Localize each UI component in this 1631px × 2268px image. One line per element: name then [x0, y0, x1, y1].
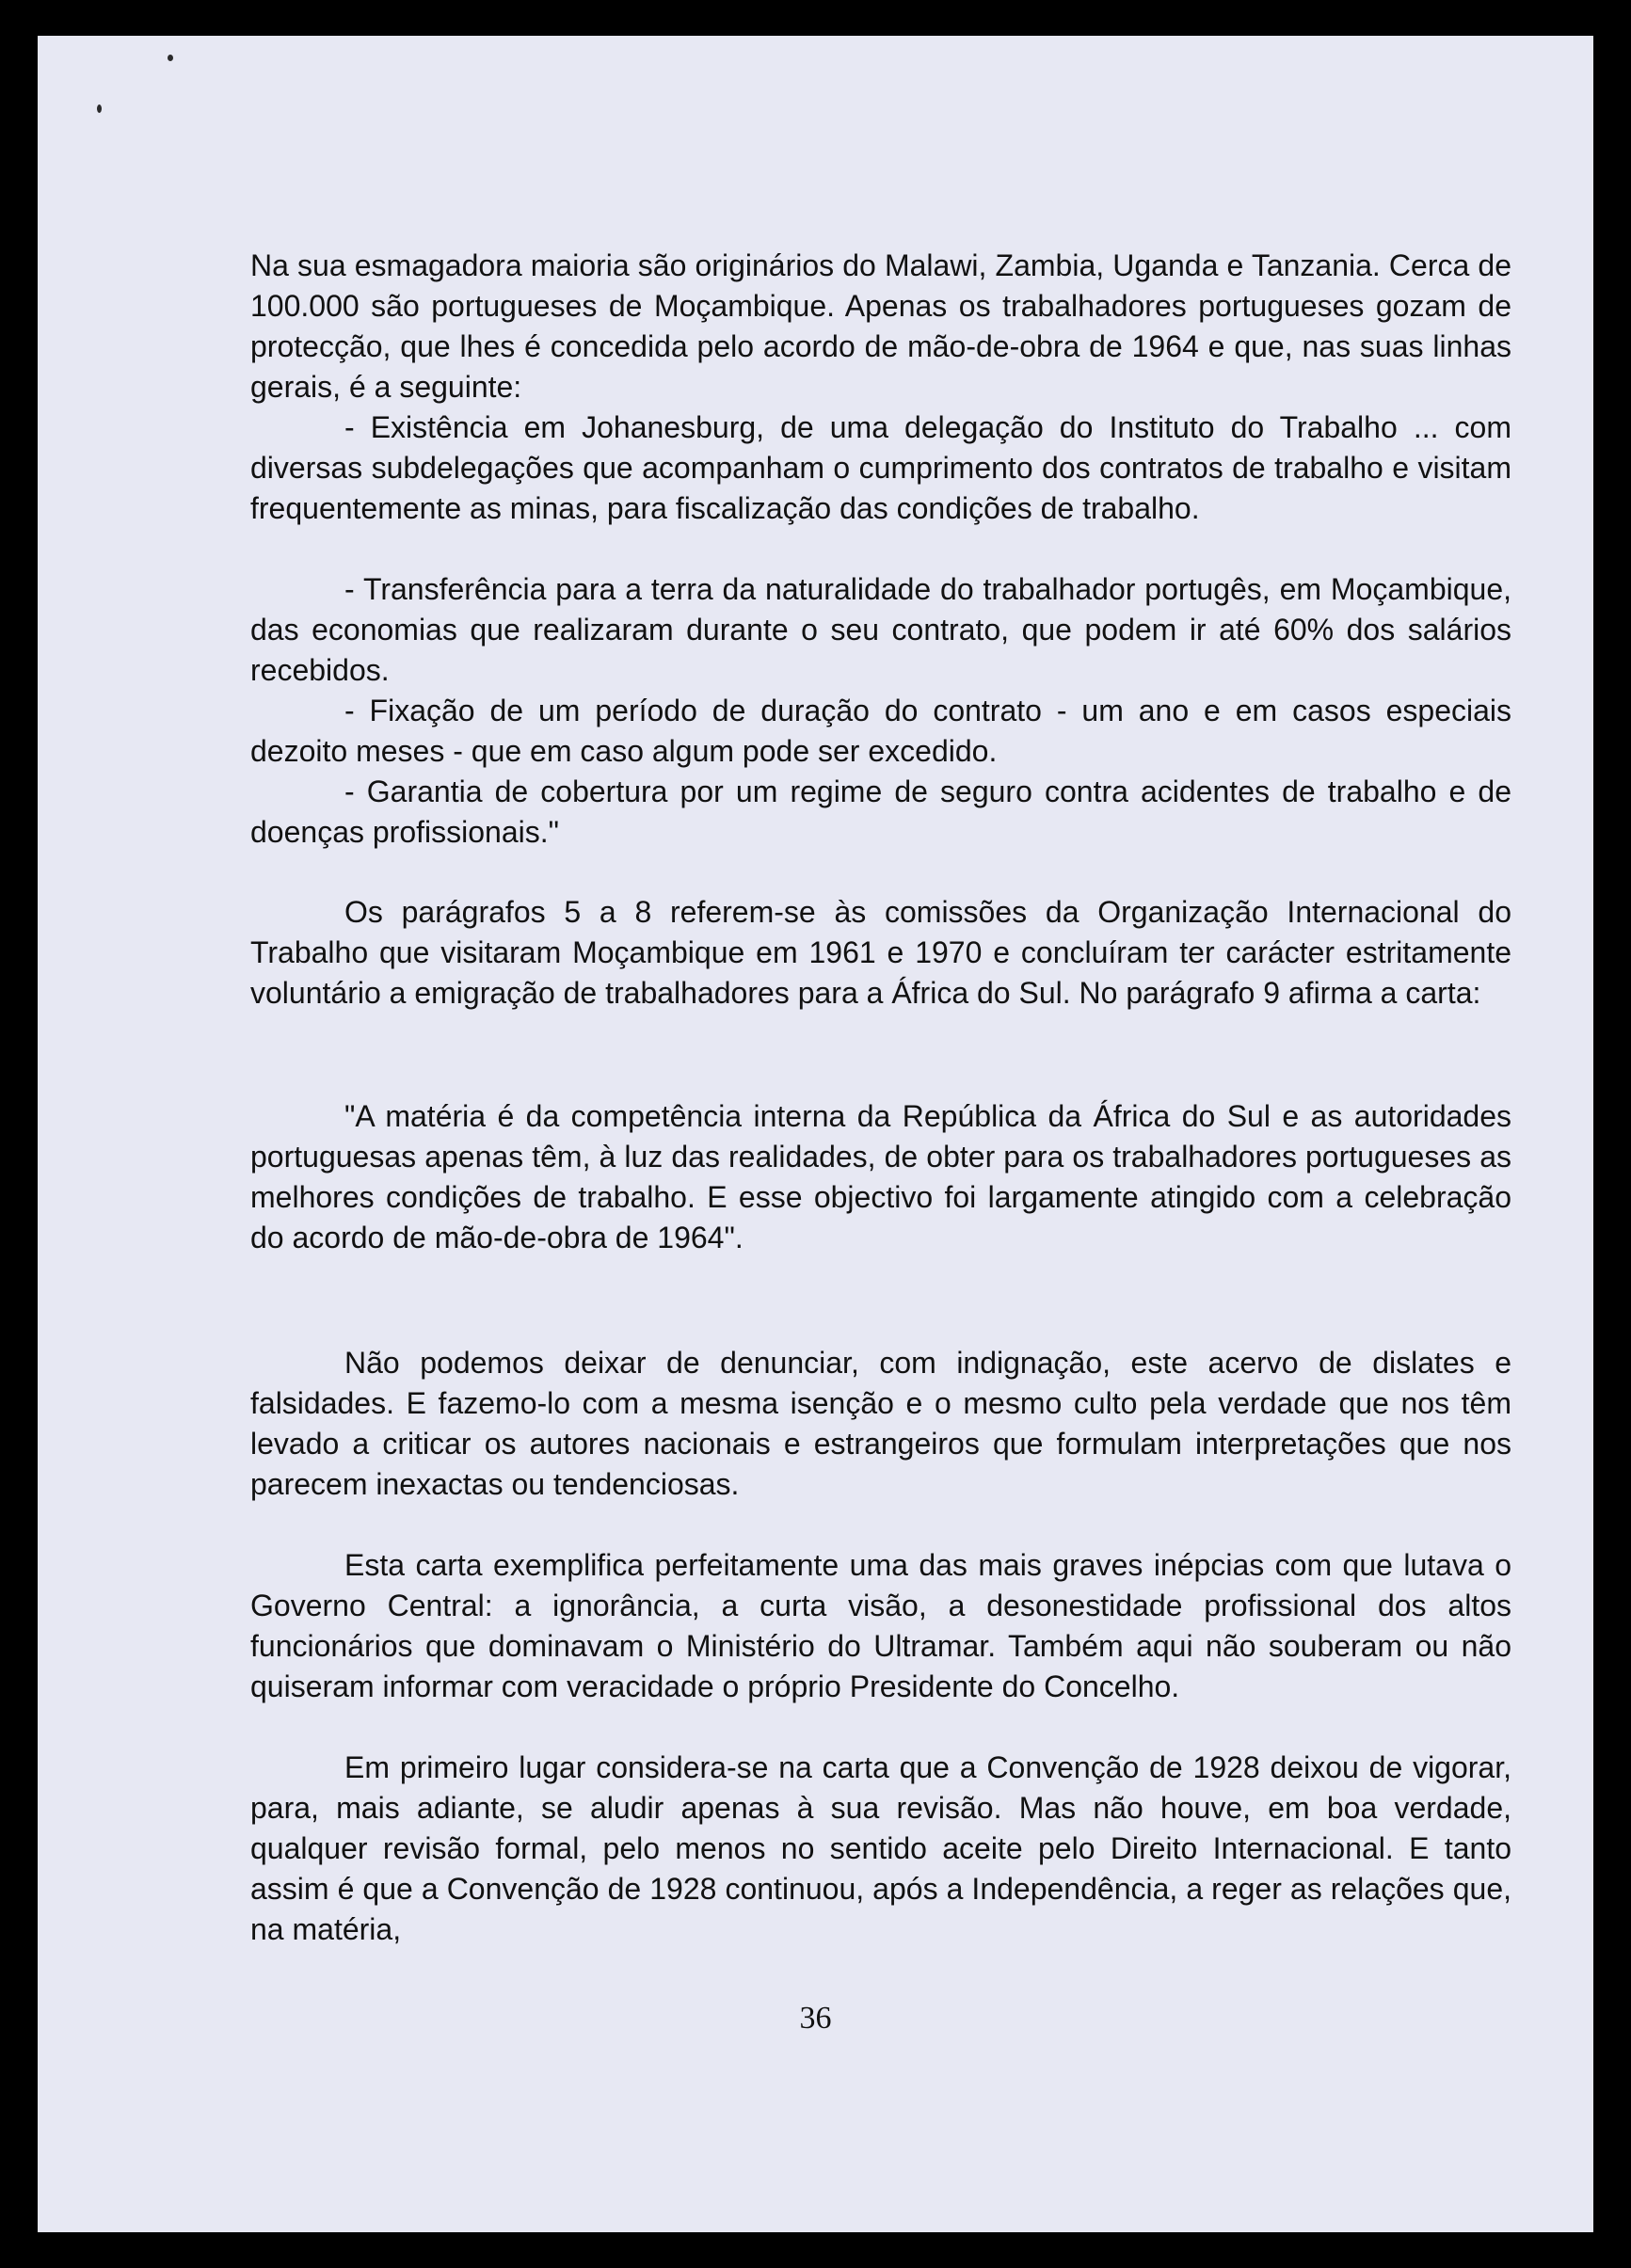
- ink-speck: [97, 104, 102, 113]
- page-number: 36: [799, 2001, 832, 2036]
- paragraph-letter-ineptitude: Esta carta exemplifica perfeitamente uma das mais graves inépcias com que lutava o Governo Central: a ignorância, a curta visão, a desonestidade profissional dos altos funcionários que dominavam o Ministério do Ultramar. Também aqui não souberam ou não quiseram informar com veracidade o próprio Presidente do Concelho.: [250, 1548, 1511, 1703]
- paragraph-oit-commissions: Os parágrafos 5 a 8 referem-se às comissões da Organização Internacional do Trabalho que visitaram Moçambique em 1961 e 1970 e concluíram ter carácter estritamente voluntário a emigração de trabalhadores para a África do Sul. No parágrafo 9 afirma a carta:: [250, 895, 1511, 1010]
- paragraph-denunciation: Não podemos deixar de denunciar, com indignação, este acervo de dislates e falsidades. E fazemo-lo com a mesma isenção e o mesmo culto pela verdade que nos têm levado a criticar os autores nacionais e estrangeiros que formulam interpretações que nos parecem inexactas ou tendenciosas.: [250, 1346, 1511, 1501]
- paragraph-intro: Na sua esmagadora maioria são originários do Malawi, Zambia, Uganda e Tanzania. Cerca de 100.000 são portugueses de Moçambique. Apenas os trabalhadores portugueses gozam de protecção, que lhes é concedida pelo acordo de mão-de-obra de 1964 e que, nas suas linhas gerais, é a seguinte:: [250, 248, 1511, 404]
- list-item-insurance: - Garantia de cobertura por um regime de seguro contra acidentes de trabalho e de doenças profissionais.": [250, 775, 1511, 849]
- document-page: [38, 36, 1593, 2232]
- list-item-transfer: - Transferência para a terra da naturalidade do trabalhador portugês, em Moçambique, das economias que realizaram durante o seu contrato, que podem ir até 60% dos salários recebidos.: [250, 572, 1511, 687]
- list-item-delegation: - Existência em Johanesburg, de uma delegação do Instituto do Trabalho ... com diversas subdelegações que acompanham o cumprimento dos contratos de trabalho e visitam frequentemente as minas, para fiscalização das condições de trabalho.: [250, 410, 1511, 525]
- quoted-paragraph-9: "A matéria é da competência interna da República da África do Sul e as autoridades portuguesas apenas têm, à luz das realidades, de obter para os trabalhadores portugueses as melhores condições de trabalho. E esse objectivo foi largamente atingido com a celebração do acordo de mão-de-obra de 1964".: [250, 1099, 1511, 1254]
- list-item-contract-duration: - Fixação de um período de duração do contrato - um ano e em casos especiais dezoito meses - que em caso algum pode ser excedido.: [250, 694, 1511, 768]
- paragraph-convention-1928: Em primeiro lugar considera-se na carta que a Convenção de 1928 deixou de vigorar, para, mais adiante, se aludir apenas à sua revisão. Mas não houve, em boa verdade, qualquer revisão formal, pelo menos no sentido aceite pelo Direito Internacional. E tanto assim é que a Convenção de 1928 continuou, após a Independência, a reger as relações que, na matéria,: [250, 1750, 1511, 1946]
- ink-speck: [168, 55, 173, 61]
